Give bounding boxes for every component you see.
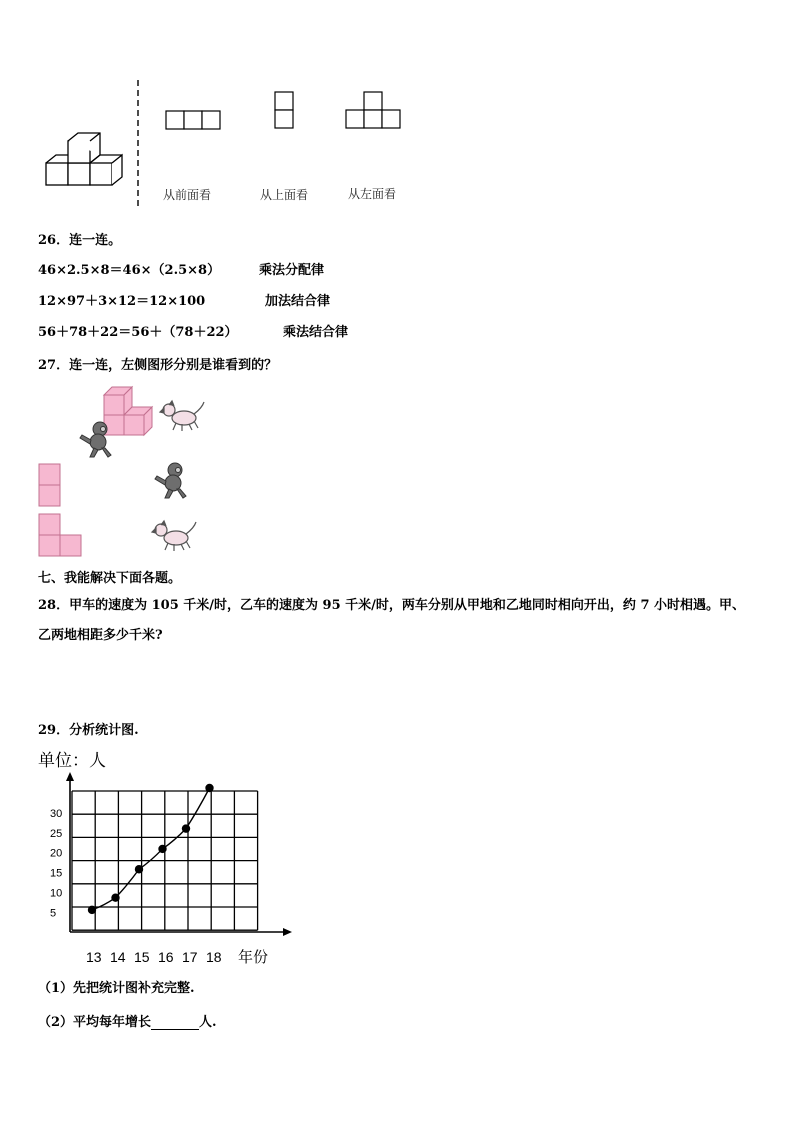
y-tick-label: 30 — [50, 807, 63, 820]
q26-expr-2: 12×97＋3×12＝12×100 — [38, 294, 206, 309]
q26-law-2: 加法结合律 — [265, 294, 331, 309]
left-view-shape — [345, 91, 405, 133]
data-point — [111, 893, 119, 901]
y-tick-label: 20 — [50, 847, 63, 860]
solid-figure — [40, 125, 130, 195]
data-point — [88, 906, 96, 914]
dog-icon — [150, 518, 200, 554]
q29-sub-2-prefix: （2）平均每年增长 — [38, 1015, 152, 1030]
q26-row-1 — [0, 259, 794, 279]
x-tick-label: 15 — [134, 949, 150, 965]
x-axis-unit-label: 年份 — [238, 948, 269, 966]
data-point — [158, 845, 166, 853]
x-axis-arrow — [283, 928, 292, 936]
y-tick-label: 10 — [50, 887, 63, 900]
q27-title: 27．连一连，左侧图形分别是谁看到的？ — [38, 358, 278, 373]
y-axis-arrow — [66, 772, 74, 781]
q26-law-3: 乘法结合律 — [283, 325, 349, 340]
q26-row-3 — [0, 321, 794, 341]
dashed-divider — [134, 80, 142, 210]
q26-expr-1: 46×2.5×8＝46×（2.5×8） — [38, 263, 221, 278]
pink-view-vertical — [38, 463, 62, 509]
x-tick-label: 13 — [86, 949, 102, 965]
q28-line-1: 28．甲车的速度为 105 千米/时，乙车的速度为 95 千米/时，两车分别从甲地和乙地同时相向开出，约 7 小时相遇。甲、 — [38, 598, 746, 613]
monkey-icon — [78, 420, 118, 460]
monkey-icon — [153, 461, 193, 501]
x-tick-label: 14 — [110, 949, 126, 965]
q26-row-2 — [0, 290, 794, 310]
y-tick-label: 25 — [50, 827, 63, 840]
line-chart — [30, 772, 310, 972]
data-point — [135, 865, 143, 873]
pink-view-l-shape — [38, 513, 84, 559]
x-tick-label: 18 — [206, 949, 222, 965]
q29-title: 29．分析统计图. — [38, 723, 139, 738]
q26-expr-3: 56＋78＋22＝56＋（78＋22） — [38, 325, 238, 340]
section-7-title: 七、我能解决下面各题。 — [38, 571, 182, 586]
q26-law-1: 乘法分配律 — [259, 263, 325, 278]
data-point — [182, 824, 190, 832]
x-tick-label: 17 — [182, 949, 198, 965]
data-point — [205, 784, 213, 792]
chart-unit-label: 单位：人 — [38, 751, 106, 771]
q29-sub-2-suffix: 人. — [199, 1015, 217, 1030]
y-tick-label: 5 — [50, 907, 57, 920]
q28-line-2: 乙两地相距多少千米? — [38, 628, 163, 643]
left-view-label: 从左面看 — [348, 187, 397, 201]
q26-title: 26．连一连。 — [38, 233, 122, 248]
front-view-label: 从前面看 — [163, 188, 212, 202]
top-view-shape — [274, 91, 298, 133]
q29-sub-1: （1）先把统计图补充完整. — [38, 981, 195, 996]
x-tick-label: 16 — [158, 949, 174, 965]
q29-sub-2 — [38, 1011, 217, 1030]
y-tick-label: 15 — [50, 867, 63, 880]
series-line — [92, 788, 210, 910]
dog-icon — [158, 398, 208, 434]
answer-blank[interactable] — [151, 1015, 199, 1030]
top-view-label: 从上面看 — [260, 188, 309, 202]
front-view-shape — [165, 110, 225, 134]
